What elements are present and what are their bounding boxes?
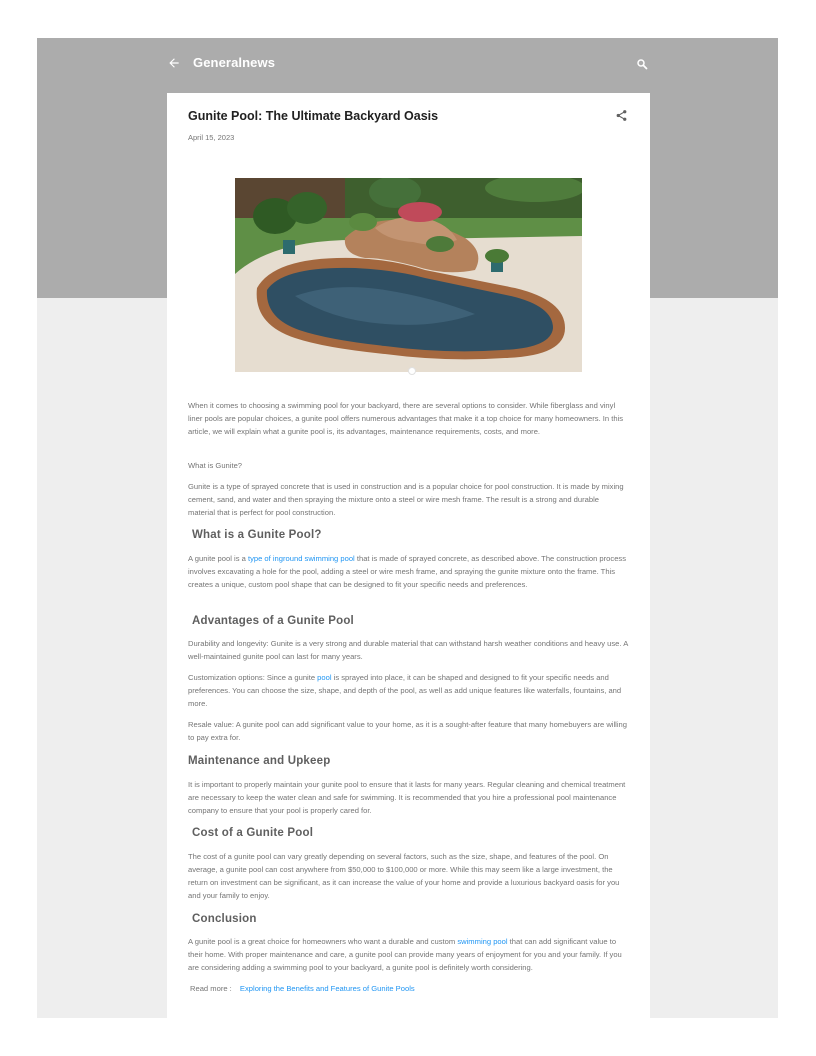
pool-link[interactable]: pool (317, 673, 332, 682)
conclusion-paragraph (188, 935, 628, 974)
read-more (190, 984, 415, 993)
pool-photo (235, 178, 582, 372)
post-card (167, 93, 650, 1018)
search-icon[interactable] (636, 58, 648, 70)
advantage-resale: Resale value: A gunite pool can add significant value to your home, as it is a sought-after feature that many homebuyers are willing to pay extra for. (188, 720, 628, 742)
blog-title[interactable]: Generalnews (193, 55, 276, 70)
post-title: Gunite Pool: The Ultimate Backyard Oasis (188, 109, 439, 123)
heading-advantages: Advantages of a Gunite Pool (192, 615, 354, 627)
conclusion-text-end: that can add significant value to their home. With proper maintenance and care, a gunite pool can provide many years of enjoyment for you and your family. If you are considering adding a swimming pool to your backyard, a gunite pool is definitely worth considering. (188, 937, 622, 972)
cost-paragraph: The cost of a gunite pool can vary greatly depending on several factors, such as the size, shape, and features of the pool. On average, a gunite pool can cost anywhere from $50,000 to $100,000 or more. While this may seem like a large investment, the return on investment can be significant, as it can increase the value of your home and provide a luxurious backyard oasis for you and your family to enjoy. (188, 852, 620, 900)
heading-cost: Cost of a Gunite Pool (192, 827, 314, 839)
intro-paragraph: When it comes to choosing a swimming pool for your backyard, there are several options to consider. While fiberglass and vinyl liner pools are popular choices, a gunite pool offers numerous advantages that make it a top choice for many homeowners. In this article, we will explain what a gunite pool is, its advantages, maintenance requirements, costs, and more. (188, 401, 624, 436)
post-date: April 15, 2023 (188, 133, 235, 142)
inground-pool-link[interactable]: type of inground swimming pool (247, 554, 355, 563)
swimming-pool-link[interactable]: swimming pool (457, 937, 508, 946)
customization-text-start: Customization options: Since a gunite (188, 673, 318, 682)
pool-text-end: that is made of sprayed concrete, as described above. The construction process involves excavating a hole for the pool, adding a steel or wire mesh frame, and spraying the gunite mixture onto the frame. This creates a unique, custom pool shape that can be designed to fit your specific needs and preferences. (188, 554, 627, 589)
advantage-customization (188, 671, 628, 710)
customization-text-end: is sprayed into place, it can be shaped and designed to fit your specific needs and preferences. You can choose the size, shape, and depth of the pool, as well as add unique features like waterfalls, fountains, and more. (188, 673, 622, 708)
what-is-gunite-paragraph: Gunite is a type of sprayed concrete that is used in construction and is a popular choice for pool construction. It is made by mixing cement, sand, and water and then spraying the mixture onto a steel or wire mesh frame. The result is a strong and durable material that is perfect for pool construction. (188, 482, 624, 517)
heading-what-is-pool: What is a Gunite Pool? (192, 529, 322, 541)
top-bar (167, 52, 650, 76)
back-arrow-icon[interactable] (167, 56, 181, 70)
maintenance-paragraph: It is important to properly maintain your gunite pool to ensure that it lasts for many years. Regular cleaning and chemical treatment are necessary to keep the water clean and safe for swimming. It is recommended that you hire a professional pool maintenance company to ensure that your pool is properly cared for. (188, 780, 626, 815)
conclusion-text-start: A gunite pool is a great choice for homeowners who want a durable and custom (188, 937, 458, 946)
read-more-label: Read more : (190, 984, 232, 993)
advantage-durability: Durability and longevity: Gunite is a very strong and durable material that can withstand harsh weather conditions and heavy use. A well-maintained gunite pool can last for many years. (188, 639, 628, 661)
share-icon[interactable] (615, 109, 628, 122)
pool-text-start: A gunite pool is a (188, 554, 248, 563)
image-dot (408, 367, 416, 375)
read-more-link[interactable]: Exploring the Benefits and Features of Gunite Pools (239, 984, 415, 993)
heading-maintenance: Maintenance and Upkeep (188, 755, 331, 767)
heading-conclusion: Conclusion (192, 913, 257, 925)
pool-paragraph (188, 552, 628, 591)
what-is-gunite-label: What is Gunite? (188, 461, 243, 470)
